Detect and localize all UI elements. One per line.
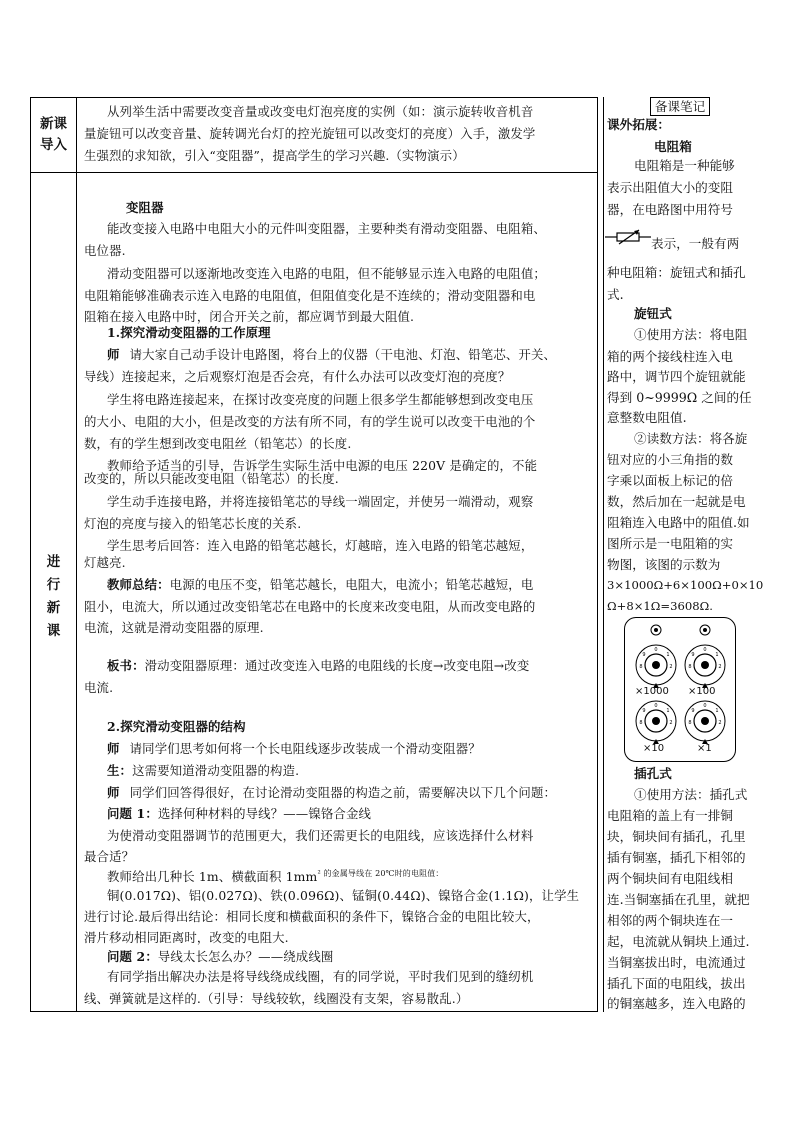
svg-text:2: 2 [718,664,722,670]
text-line: 数，有的学生想到改变电阻丝（铅笔芯）的长度. [84,436,352,451]
row-header-char: 行 [46,577,61,593]
text-line: 为使滑动变阻器调节的范围更大，我们还需更长的电阻线，应该选择什么材料 [107,828,534,843]
text-line: 滑动变阻器原理：通过改变连入电路的电阻线的长度→改变电阻→改变 [144,658,530,673]
side-subtitle: 课外拓展： [607,117,670,132]
heading-structure: 2.探究滑动变阻器的结构 [107,719,246,734]
teacher-label: 师 [107,741,120,756]
text-line: 起，电流就从铜块上通过. [607,934,750,949]
question-2-label: 问题 2： [107,949,158,964]
text-line: 从列举生活中需要改变音量或改变电灯泡亮度的实例（如：演示旋转收音机音 [107,104,534,119]
svg-text:8: 8 [639,664,643,670]
text-line: 阻箱在接入电路中时，闭合开关之前，都应调节到最大阻值. [84,309,415,324]
svg-text:9: 9 [642,652,646,658]
text-line: 数，然后加在一起就是电 [607,494,746,509]
text-line: 3×1000Ω+6×100Ω+0×10 [607,578,764,592]
table-top-border [30,97,598,98]
side-title: 备课笔记 [650,97,710,116]
text-line: 请同学们思考如何将一个长电阻线逐步改装成一个滑动变阻器？ [129,741,481,756]
text-line: 插孔下面的电阻线，拔出 [607,976,746,991]
text-line: 铜(0.017Ω)、铝(0.027Ω)、铁(0.096Ω)、锰铜(0.44Ω)、镍铬合金(1.1Ω)，让学生 [107,888,580,903]
svg-text:1: 1 [715,652,719,658]
text-line: 改变的，所以只能改变电阻（铅笔芯）的长度. [84,471,339,486]
text-line: ②读数方法：将各旋 [634,431,748,446]
svg-text:0: 0 [703,703,707,709]
svg-text:0: 0 [654,647,658,653]
text-line: 意整数电阻值. [607,410,687,425]
section-title: 变阻器 [126,200,164,215]
row-header-line: 新课 [40,116,67,132]
teacher-label: 师 [107,347,120,362]
svg-text:8: 8 [688,664,692,670]
teacher-label: 师 [107,785,120,800]
row-header-line: 导入 [40,137,67,153]
table-row-divider [30,172,598,173]
svg-text:1: 1 [666,708,670,714]
svg-text:0: 0 [654,703,658,709]
text-line: 有同学指出解决办法是将导线绕成线圈，有的同学说，平时我们见到的缝纫机 [107,969,534,984]
row-header-char: 新 [46,600,61,616]
text-line: 学生思考后回答：连入电路的铅笔芯越长，灯越暗，连入电路的铅笔芯越短， [107,538,534,553]
text-line: 插有铜塞，插孔下相邻的 [607,850,746,865]
text-line: 灯越亮. [84,555,126,570]
text-line: 式. [607,287,624,302]
svg-text:2: 2 [669,720,673,726]
resistance-box-figure [624,617,736,762]
text-line: 导线太长怎么办？——绕成线圈 [157,949,334,964]
table-bottom-border [30,1011,598,1012]
text-line: 同学们回答得很好，在讨论滑动变阻器的构造之前，需要解决以下几个问题： [129,785,557,800]
row-header-char: 课 [46,623,61,639]
svg-text:8: 8 [688,720,692,726]
dial-multiplier-label: ×100 [688,686,716,697]
superscript: ² 的金属导线在 20℃时的电阻值： [317,869,444,878]
text-line: 的铜塞越多，连入电路的 [607,996,746,1011]
text-line: 当铜塞拔出时，电流通过 [607,955,746,970]
text-line: 路中，调节四个旋钮就能 [607,369,746,384]
side-heading-plug-type: 插孔式 [634,766,672,781]
text-line: 选择何种材料的导线？——镍铬合金线 [157,806,372,821]
side-column-divider [603,97,604,1012]
summary-label: 教师总结： [107,577,170,592]
student-label: 生： [107,763,133,778]
svg-text:0: 0 [703,647,707,653]
dial-multiplier-label: ×1000 [635,686,669,697]
text-line: 电位器. [84,243,126,258]
text-line: ①使用方法：将电阻 [634,327,748,342]
text-line: 两个铜块间有电阻线相 [607,871,733,886]
text-line: 得到 0~9999Ω 之间的任 [607,390,752,405]
side-heading-resistance-box: 电阻箱 [654,139,692,154]
svg-text:2: 2 [718,720,722,726]
text-line: 图所示是一电阻箱的实 [607,536,733,551]
text-line: 物图，该图的示数为 [607,557,721,572]
svg-text:1: 1 [666,652,670,658]
text-line: 电阻箱是一种能够 [634,158,735,173]
table-header-divider [76,97,77,1012]
text-line: 块，铜块间有插孔，孔里 [607,829,746,844]
text-line: 线、弹簧就是这样的.（引导：导线较软，线圈没有支架，容易散乱.） [84,991,469,1006]
svg-text:8: 8 [639,720,643,726]
text-line: 阻箱连入电路中的阻值.如 [607,515,750,530]
svg-text:9: 9 [642,708,646,714]
heading-working-principle: 1.探究滑动变阻器的工作原理 [107,325,271,340]
variable-resistor-symbol-icon [605,228,653,246]
text-line: 箱的两个接线柱连入电 [607,349,733,364]
text-line: ①使用方法：插孔式 [634,787,748,802]
text-line: 字乘以面板上标记的倍 [607,473,733,488]
svg-text:9: 9 [691,652,695,658]
text-line: 教师给予适当的引导，告诉学生实际生活中电源的电压 220V 是确定的，不能 [107,458,538,473]
text-line: 滑动变阻器可以逐渐地改变连入电路的电阻，但不能够显示连入电路的电阻值； [107,266,546,281]
text-line: 电流. [84,680,114,695]
side-heading-knob-type: 旋钮式 [634,306,672,321]
dial-multiplier-label: ×1 [697,743,712,754]
question-1-label: 问题 1： [107,806,158,821]
text-line: 相邻的两个铜块连在一 [607,913,733,928]
text-line: 生强烈的求知欲，引入“变阻器”，提高学生的学习兴趣.（实物演示） [84,148,465,163]
text-line: 量旋钮可以改变音量、旋转调光台灯的控光旋钮可以改变灯的亮度）入手，激发学 [84,126,536,141]
text-line: 电流，这就是滑动变阻器的原理. [84,620,264,635]
text-line: 电阻箱的盖上有一排铜 [607,808,733,823]
text-line: 种电阻箱：旋钮式和插孔 [607,265,746,280]
text-line: 阻小，电流大，所以通过改变铅笔芯在电路中的长度来改变电阻，从而改变电路的 [84,599,536,614]
text-line: 最合适？ [84,849,135,864]
text-line: 导线）连接起来，之后观察灯泡是否会亮，有什么办法可以改变灯泡的亮度？ [84,369,511,384]
text-line: 能改变接入电路中电阻大小的元件叫变阻器，主要种类有滑动变阻器、电阻箱、 [107,221,546,236]
dial-multiplier-label: ×10 [643,743,665,754]
svg-text:2: 2 [669,664,673,670]
text-line: 学生将电路连接起来，在探讨改变亮度的问题上很多学生都能够想到改变电压 [107,392,534,407]
text-line: 学生动手连接电路，并将连接铅笔芯的导线一端固定，并使另一端滑动，观察 [107,494,534,509]
text-line: 灯泡的亮度与接入的铅笔芯长度的关系. [84,516,302,531]
text-line: 表示，一般有两 [651,236,740,251]
text-line: 器，在电路图中用符号 [607,202,733,217]
text-line: 钮对应的小三角指的数 [607,452,733,467]
text-line: 教师给出几种长 1m、横截面积 1mm [107,869,318,885]
text-line: 的大小、电阻的大小，但是改变的方法有所不同，有的学生说可以改变干电池的个 [84,414,536,429]
svg-text:9: 9 [691,708,695,714]
text-line: 滑片移动相同距离时，改变的电阻大. [84,930,289,945]
board-label: 板书： [107,658,145,673]
text-line: 进行讨论.最后得出结论：相同长度和横截面积的条件下，镍铬合金的电阻比较大， [84,909,540,924]
text-line: 连.当铜塞插在孔里，就把 [607,892,750,907]
svg-text:1: 1 [715,708,719,714]
text-line: 电源的电压不变，铅笔芯越长，电阻大，电流小；铅笔芯越短，电 [169,577,534,592]
text-line: 表示出阻值大小的变阻 [607,180,733,195]
text-line: 请大家自己动手设计电路图，将台上的仪器（干电池、灯泡、铅笔芯、开关、 [129,347,557,362]
row-header-char: 进 [46,554,61,570]
text-line: 电阻箱能够准确表示连入电路的电阻值，但阻值变化是不连续的；滑动变阻器和电 [84,288,536,303]
text-line: 这需要知道滑动变阻器的构造. [132,763,300,778]
text-line: Ω+8×1Ω=3608Ω. [607,599,713,613]
table-right-border [597,97,598,1012]
